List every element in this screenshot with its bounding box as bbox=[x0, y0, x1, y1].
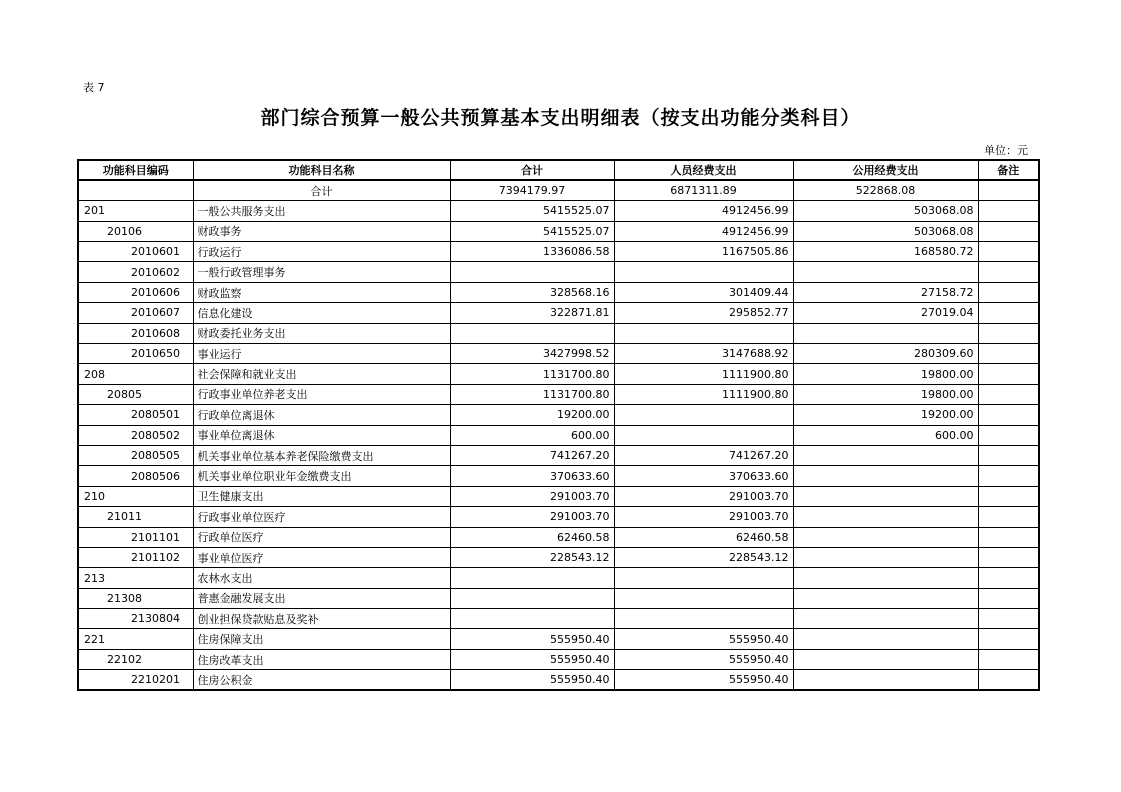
column-header-total: 合计 bbox=[450, 160, 614, 180]
public-cell: 280309.60 bbox=[793, 344, 978, 364]
public-cell bbox=[793, 629, 978, 649]
personnel-cell: 1111900.80 bbox=[614, 364, 793, 384]
remark-cell bbox=[978, 201, 1039, 221]
name-cell: 财政委托业务支出 bbox=[193, 323, 450, 343]
column-header-personnel: 人员经费支出 bbox=[614, 160, 793, 180]
table-row bbox=[78, 507, 1039, 527]
public-cell bbox=[793, 588, 978, 608]
public-cell bbox=[793, 445, 978, 465]
personnel-cell: 291003.70 bbox=[614, 507, 793, 527]
column-header-name: 功能科目名称 bbox=[193, 160, 450, 180]
total-cell: 19200.00 bbox=[450, 405, 614, 425]
total-cell bbox=[450, 588, 614, 608]
remark-cell bbox=[978, 323, 1039, 343]
name-cell: 财政事务 bbox=[193, 221, 450, 241]
name-cell: 事业单位医疗 bbox=[193, 547, 450, 567]
table-row bbox=[78, 384, 1039, 404]
code-cell: 2080502 bbox=[78, 425, 193, 445]
public-cell: 503068.08 bbox=[793, 221, 978, 241]
public-cell: 27019.04 bbox=[793, 303, 978, 323]
table-row bbox=[78, 282, 1039, 302]
public-cell bbox=[793, 547, 978, 567]
table-row bbox=[78, 445, 1039, 465]
code-cell: 208 bbox=[78, 364, 193, 384]
code-cell: 2010601 bbox=[78, 242, 193, 262]
name-cell: 行政事业单位医疗 bbox=[193, 507, 450, 527]
remark-cell bbox=[978, 221, 1039, 241]
name-cell: 事业单位离退休 bbox=[193, 425, 450, 445]
remark-cell bbox=[978, 649, 1039, 669]
remark-cell bbox=[978, 609, 1039, 629]
code-cell: 221 bbox=[78, 629, 193, 649]
name-cell: 机关事业单位基本养老保险缴费支出 bbox=[193, 445, 450, 465]
total-name-cell: 合计 bbox=[193, 180, 450, 200]
table-row bbox=[78, 221, 1039, 241]
personnel-cell: 62460.58 bbox=[614, 527, 793, 547]
public-cell: 600.00 bbox=[793, 425, 978, 445]
code-cell: 2010650 bbox=[78, 344, 193, 364]
personnel-cell: 301409.44 bbox=[614, 282, 793, 302]
public-cell bbox=[793, 609, 978, 629]
total-public-cell: 522868.08 bbox=[793, 180, 978, 200]
public-cell: 27158.72 bbox=[793, 282, 978, 302]
total-cell: 291003.70 bbox=[450, 486, 614, 506]
total-cell: 5415525.07 bbox=[450, 221, 614, 241]
total-personnel-cell: 6871311.89 bbox=[614, 180, 793, 200]
name-cell: 卫生健康支出 bbox=[193, 486, 450, 506]
personnel-cell: 295852.77 bbox=[614, 303, 793, 323]
name-cell: 机关事业单位职业年金缴费支出 bbox=[193, 466, 450, 486]
column-header-remark: 备注 bbox=[978, 160, 1039, 180]
total-cell bbox=[450, 323, 614, 343]
code-cell: 21308 bbox=[78, 588, 193, 608]
total-cell bbox=[450, 568, 614, 588]
name-cell: 行政事业单位养老支出 bbox=[193, 384, 450, 404]
personnel-cell: 4912456.99 bbox=[614, 201, 793, 221]
remark-cell bbox=[978, 405, 1039, 425]
table-row bbox=[78, 609, 1039, 629]
code-cell: 20106 bbox=[78, 221, 193, 241]
remark-cell bbox=[978, 425, 1039, 445]
table-row bbox=[78, 568, 1039, 588]
table-row bbox=[78, 425, 1039, 445]
table-row bbox=[78, 303, 1039, 323]
page-title: 部门综合预算一般公共预算基本支出明细表（按支出功能分类科目） bbox=[260, 107, 861, 129]
total-cell: 1336086.58 bbox=[450, 242, 614, 262]
code-cell: 22102 bbox=[78, 649, 193, 669]
name-cell: 住房改革支出 bbox=[193, 649, 450, 669]
public-cell bbox=[793, 507, 978, 527]
budget-table bbox=[77, 159, 1040, 691]
remark-cell bbox=[978, 507, 1039, 527]
name-cell: 社会保障和就业支出 bbox=[193, 364, 450, 384]
total-cell: 3427998.52 bbox=[450, 344, 614, 364]
total-cell bbox=[450, 609, 614, 629]
table-row bbox=[78, 344, 1039, 364]
code-cell: 2010607 bbox=[78, 303, 193, 323]
public-cell bbox=[793, 670, 978, 690]
code-cell: 210 bbox=[78, 486, 193, 506]
personnel-cell: 1111900.80 bbox=[614, 384, 793, 404]
code-cell: 2101101 bbox=[78, 527, 193, 547]
code-cell: 2080501 bbox=[78, 405, 193, 425]
personnel-cell bbox=[614, 588, 793, 608]
total-code-cell bbox=[78, 180, 193, 200]
name-cell: 行政运行 bbox=[193, 242, 450, 262]
personnel-cell: 291003.70 bbox=[614, 486, 793, 506]
personnel-cell: 370633.60 bbox=[614, 466, 793, 486]
table-header-row bbox=[78, 160, 1039, 180]
name-cell: 住房保障支出 bbox=[193, 629, 450, 649]
code-cell: 2080505 bbox=[78, 445, 193, 465]
name-cell: 行政单位医疗 bbox=[193, 527, 450, 547]
total-cell: 741267.20 bbox=[450, 445, 614, 465]
table-row bbox=[78, 262, 1039, 282]
table-row bbox=[78, 486, 1039, 506]
table-row bbox=[78, 405, 1039, 425]
total-row bbox=[78, 180, 1039, 200]
personnel-cell: 555950.40 bbox=[614, 629, 793, 649]
code-cell: 2130804 bbox=[78, 609, 193, 629]
remark-cell bbox=[978, 629, 1039, 649]
table-row bbox=[78, 649, 1039, 669]
name-cell: 行政单位离退休 bbox=[193, 405, 450, 425]
public-cell: 19200.00 bbox=[793, 405, 978, 425]
public-cell bbox=[793, 262, 978, 282]
personnel-cell: 555950.40 bbox=[614, 670, 793, 690]
total-cell: 322871.81 bbox=[450, 303, 614, 323]
public-cell bbox=[793, 323, 978, 343]
personnel-cell: 228543.12 bbox=[614, 547, 793, 567]
total-cell: 370633.60 bbox=[450, 466, 614, 486]
table-row bbox=[78, 201, 1039, 221]
remark-cell bbox=[978, 547, 1039, 567]
public-cell bbox=[793, 649, 978, 669]
name-cell: 财政监察 bbox=[193, 282, 450, 302]
name-cell: 创业担保贷款贴息及奖补 bbox=[193, 609, 450, 629]
table-row bbox=[78, 364, 1039, 384]
table-row bbox=[78, 323, 1039, 343]
code-cell: 20805 bbox=[78, 384, 193, 404]
total-cell: 555950.40 bbox=[450, 629, 614, 649]
name-cell: 普惠金融发展支出 bbox=[193, 588, 450, 608]
remark-cell bbox=[978, 282, 1039, 302]
personnel-cell bbox=[614, 323, 793, 343]
name-cell: 一般公共服务支出 bbox=[193, 201, 450, 221]
table-row bbox=[78, 527, 1039, 547]
public-cell: 503068.08 bbox=[793, 201, 978, 221]
code-cell: 2010606 bbox=[78, 282, 193, 302]
personnel-cell: 741267.20 bbox=[614, 445, 793, 465]
personnel-cell bbox=[614, 262, 793, 282]
total-cell: 600.00 bbox=[450, 425, 614, 445]
public-cell: 19800.00 bbox=[793, 384, 978, 404]
public-cell bbox=[793, 486, 978, 506]
remark-cell bbox=[978, 445, 1039, 465]
total-cell: 555950.40 bbox=[450, 670, 614, 690]
total-cell: 1131700.80 bbox=[450, 384, 614, 404]
total-cell: 62460.58 bbox=[450, 527, 614, 547]
remark-cell bbox=[978, 527, 1039, 547]
name-cell: 事业运行 bbox=[193, 344, 450, 364]
name-cell: 一般行政管理事务 bbox=[193, 262, 450, 282]
total-cell: 555950.40 bbox=[450, 649, 614, 669]
code-cell: 2080506 bbox=[78, 466, 193, 486]
remark-cell bbox=[978, 242, 1039, 262]
remark-cell bbox=[978, 384, 1039, 404]
name-cell: 信息化建设 bbox=[193, 303, 450, 323]
code-cell: 213 bbox=[78, 568, 193, 588]
remark-cell bbox=[978, 486, 1039, 506]
personnel-cell: 1167505.86 bbox=[614, 242, 793, 262]
total-cell bbox=[450, 262, 614, 282]
personnel-cell: 4912456.99 bbox=[614, 221, 793, 241]
table-row bbox=[78, 588, 1039, 608]
remark-cell bbox=[978, 588, 1039, 608]
remark-cell bbox=[978, 303, 1039, 323]
public-cell: 168580.72 bbox=[793, 242, 978, 262]
remark-cell bbox=[978, 344, 1039, 364]
name-cell: 农林水支出 bbox=[193, 568, 450, 588]
total-cell: 291003.70 bbox=[450, 507, 614, 527]
table-number-label: 表 7 bbox=[83, 81, 105, 94]
code-cell: 2010608 bbox=[78, 323, 193, 343]
total-cell: 5415525.07 bbox=[450, 201, 614, 221]
total-amount-cell: 7394179.97 bbox=[450, 180, 614, 200]
personnel-cell bbox=[614, 405, 793, 425]
personnel-cell bbox=[614, 568, 793, 588]
personnel-cell: 555950.40 bbox=[614, 649, 793, 669]
remark-cell bbox=[978, 364, 1039, 384]
code-cell: 21011 bbox=[78, 507, 193, 527]
remark-cell bbox=[978, 466, 1039, 486]
total-cell: 328568.16 bbox=[450, 282, 614, 302]
table-row bbox=[78, 242, 1039, 262]
personnel-cell bbox=[614, 425, 793, 445]
code-cell: 2010602 bbox=[78, 262, 193, 282]
remark-cell bbox=[978, 262, 1039, 282]
public-cell bbox=[793, 527, 978, 547]
table-row bbox=[78, 629, 1039, 649]
public-cell: 19800.00 bbox=[793, 364, 978, 384]
unit-label: 单位：元 bbox=[984, 144, 1028, 157]
column-header-code: 功能科目编码 bbox=[78, 160, 193, 180]
code-cell: 2101102 bbox=[78, 547, 193, 567]
table-row bbox=[78, 547, 1039, 567]
personnel-cell bbox=[614, 609, 793, 629]
total-cell: 1131700.80 bbox=[450, 364, 614, 384]
code-cell: 2210201 bbox=[78, 670, 193, 690]
name-cell: 住房公积金 bbox=[193, 670, 450, 690]
total-cell: 228543.12 bbox=[450, 547, 614, 567]
remark-cell bbox=[978, 568, 1039, 588]
total-remark-cell bbox=[978, 180, 1039, 200]
column-header-public: 公用经费支出 bbox=[793, 160, 978, 180]
table-row bbox=[78, 466, 1039, 486]
personnel-cell: 3147688.92 bbox=[614, 344, 793, 364]
code-cell: 201 bbox=[78, 201, 193, 221]
public-cell bbox=[793, 466, 978, 486]
remark-cell bbox=[978, 670, 1039, 690]
table-row bbox=[78, 670, 1039, 690]
public-cell bbox=[793, 568, 978, 588]
